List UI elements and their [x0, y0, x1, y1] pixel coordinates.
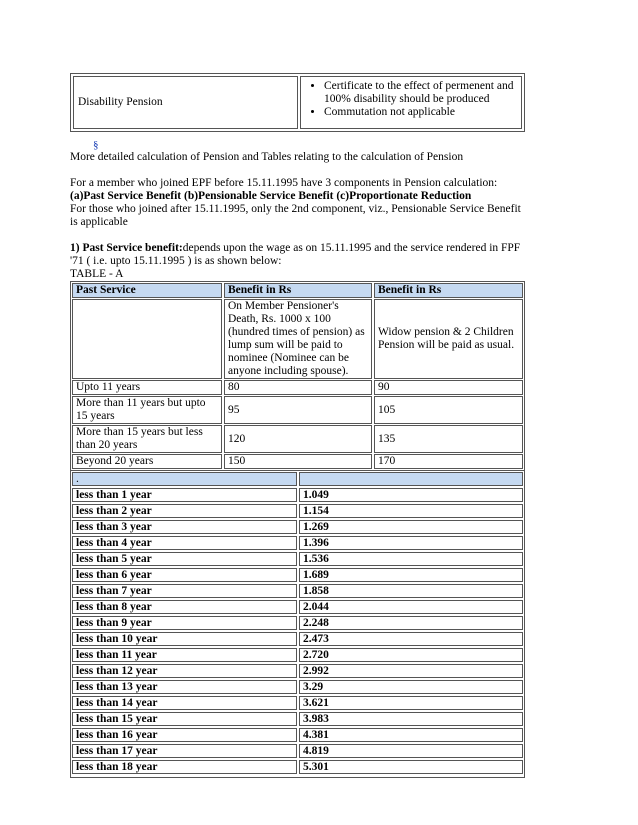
benefit-1-cell [224, 396, 372, 424]
benefit-1-value: 95 [228, 403, 240, 416]
factor-cell: 1.689 [299, 568, 523, 582]
table-row [72, 760, 523, 774]
period-cell: less than 10 year [72, 632, 297, 646]
table-a [70, 281, 525, 471]
period-cell: less than 13 year [72, 680, 297, 694]
benefit-2-cell: 90 [374, 380, 523, 395]
multiplier-rows [72, 488, 523, 774]
table-row [72, 616, 523, 630]
factor-cell: 5.301 [299, 760, 523, 774]
benefit-1-value: 120 [228, 432, 246, 445]
period-cell: less than 18 year [72, 760, 297, 774]
components-text: For a member who joined EPF before 15.11.1995 have 3 components in Pension calculation: [70, 177, 498, 189]
factor-cell: 2.044 [299, 600, 523, 614]
table-row [72, 396, 523, 424]
disability-label-cell [73, 76, 298, 129]
factor-cell: 2.248 [299, 616, 523, 630]
multiplier-table [70, 471, 525, 778]
period-cell: less than 1 year [72, 488, 297, 502]
table-row [72, 454, 523, 469]
factor-cell: 3.983 [299, 712, 523, 726]
table-a-label: TABLE - A [70, 268, 124, 280]
table-row [72, 380, 523, 395]
factor-cell: 3.29 [299, 680, 523, 694]
period-cell: less than 6 year [72, 568, 297, 582]
benefit-1-cell: 80 [224, 380, 372, 395]
table-row [72, 536, 523, 550]
table-a-note-row [72, 299, 523, 379]
table-row [72, 664, 523, 678]
note-death-benefit: On Member Pensioner's Death, Rs. 1000 x 100 (hundred times of pension) as lump sum will be paid to nominee (Nominee can be anyone including spouse). [224, 299, 372, 379]
note-widow-pension: Widow pension & 2 Children Pension will be paid as usual. [378, 326, 515, 351]
factor-cell: 1.858 [299, 584, 523, 598]
disability-conditions-cell [300, 76, 522, 129]
condition-item: • Certificate to the effect of permenent and 100% disability should be produced [324, 80, 517, 106]
benefit-2-value: 105 [378, 403, 396, 416]
period-cell: less than 7 year [72, 584, 297, 598]
benefit-2-cell [374, 396, 523, 424]
factor-cell: 2.473 [299, 632, 523, 646]
section-link[interactable]: § [93, 139, 99, 151]
past-service-text: depends upon the wage as on 15.11.1995 and the service rendered in FPF '71 ( i.e. upto 15.11.1995 ) is as shown below: [70, 242, 521, 267]
service-cell: More than 15 years but less than 20 years [72, 425, 222, 453]
benefit-2-cell [374, 425, 523, 453]
intro-text: More detailed calculation of Pension and Tables relating to the calculation of Pension [70, 151, 464, 163]
period-cell: less than 5 year [72, 552, 297, 566]
past-service-heading: 1) Past Service benefit: [70, 242, 183, 254]
period-cell: less than 15 year [72, 712, 297, 726]
table-row [72, 600, 523, 614]
factor-cell: 1.049 [299, 488, 523, 502]
table-row [72, 584, 523, 598]
period-cell: less than 4 year [72, 536, 297, 550]
table-row [72, 425, 523, 453]
period-cell: less than 9 year [72, 616, 297, 630]
factor-cell: 3.621 [299, 696, 523, 710]
period-cell: less than 11 year [72, 648, 297, 662]
disability-conditions-list [305, 80, 517, 119]
table-row [72, 632, 523, 646]
condition-item: • Commutation not applicable [324, 106, 517, 119]
period-cell: less than 14 year [72, 696, 297, 710]
header-past-service: Past Service [72, 283, 222, 298]
factor-cell: 1.396 [299, 536, 523, 550]
factor-cell: 2.992 [299, 664, 523, 678]
period-cell: less than 2 year [72, 504, 297, 518]
components-list [70, 190, 525, 203]
multiplier-blank-row [72, 472, 523, 486]
table-row [72, 648, 523, 662]
factor-cell: 4.819 [299, 744, 523, 758]
period-cell: less than 3 year [72, 520, 297, 534]
past-service-paragraph [70, 242, 525, 268]
factor-cell: 2.720 [299, 648, 523, 662]
service-cell: More than 11 years but upto 15 years [72, 396, 222, 424]
components-note: For those who joined after 15.11.1995, only the 2nd component, viz., Pensionable Service Benefit is applicable [70, 203, 521, 228]
benefit-2-value: 135 [378, 432, 396, 445]
table-row [72, 520, 523, 534]
factor-cell: 1.536 [299, 552, 523, 566]
table-row [72, 552, 523, 566]
table-row [72, 728, 523, 742]
period-cell: less than 8 year [72, 600, 297, 614]
components-list-text: (a)Past Service Benefit (b)Pensionable Service Benefit (c)Proportionate Reduction [70, 190, 472, 202]
blank-cell-2 [299, 472, 523, 486]
table-row [72, 568, 523, 582]
factor-cell: 1.269 [299, 520, 523, 534]
table-row [72, 488, 523, 502]
benefit-2-cell: 170 [374, 454, 523, 469]
document-page [70, 73, 525, 778]
factor-cell: 4.381 [299, 728, 523, 742]
header-benefit-1: Benefit in Rs [224, 283, 372, 298]
table-row [72, 696, 523, 710]
period-cell: less than 17 year [72, 744, 297, 758]
table-row [72, 504, 523, 518]
benefit-1-cell [224, 425, 372, 453]
blank-cell: . [72, 472, 297, 486]
note-blank-cell [72, 299, 222, 379]
table-row [72, 680, 523, 694]
disability-label: Disability Pension [78, 96, 163, 108]
period-cell: less than 16 year [72, 728, 297, 742]
period-cell: less than 12 year [72, 664, 297, 678]
header-benefit-2: Benefit in Rs [374, 283, 523, 298]
service-cell: Upto 11 years [72, 380, 222, 395]
table-row [72, 712, 523, 726]
benefit-1-cell: 150 [224, 454, 372, 469]
disability-table [70, 73, 525, 132]
factor-cell: 1.154 [299, 504, 523, 518]
table-a-header-row [72, 283, 523, 298]
service-cell: Beyond 20 years [72, 454, 222, 469]
table-row [72, 744, 523, 758]
note-widow-pension-cell [374, 299, 523, 379]
